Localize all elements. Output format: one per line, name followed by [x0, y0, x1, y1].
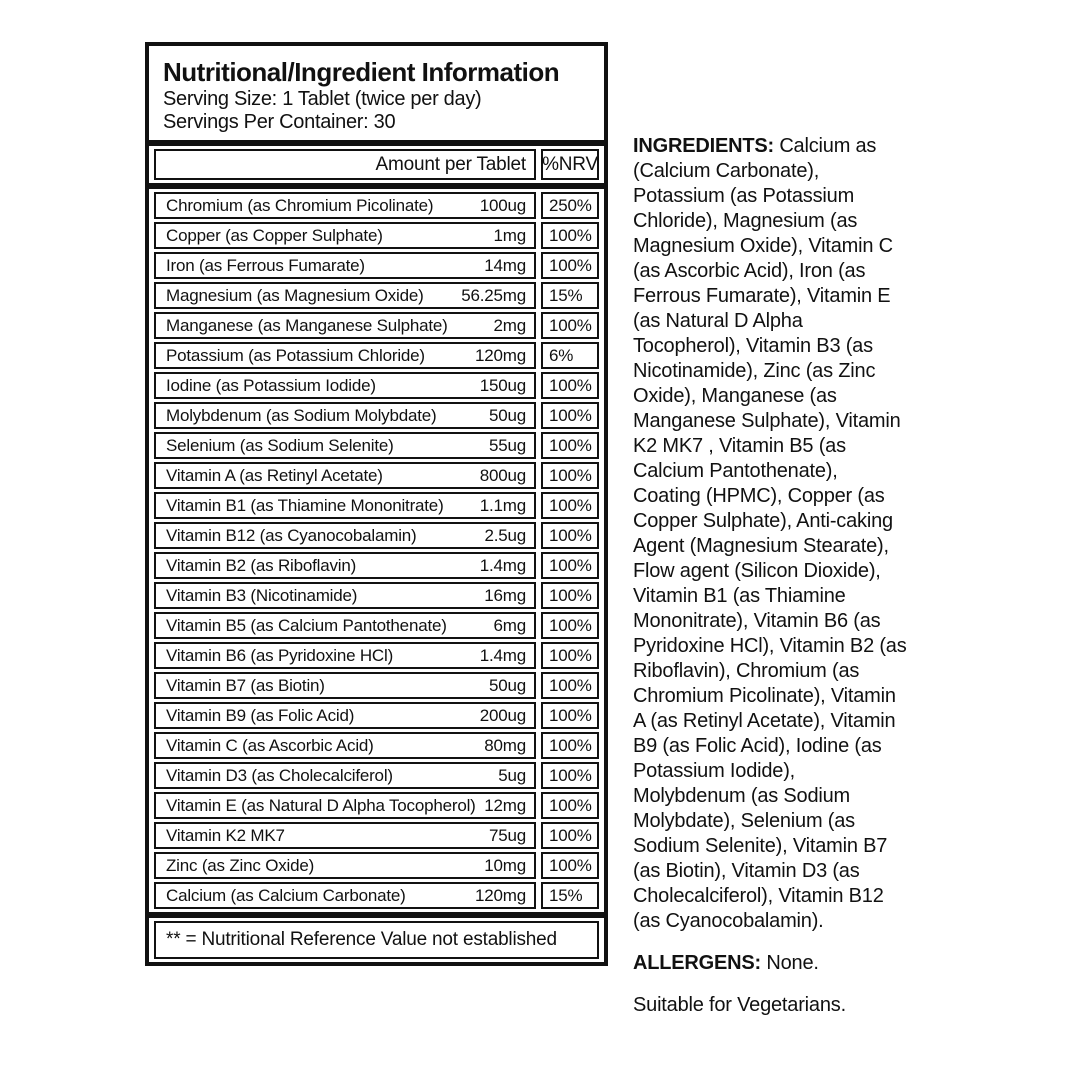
nutrient-nrv-value: 100%	[541, 522, 599, 549]
nutrient-nrv-value: 100%	[541, 642, 599, 669]
nutrient-row	[154, 462, 599, 489]
nutrient-name: Vitamin B3 (Nicotinamide)	[166, 585, 358, 605]
divider-bottom	[149, 912, 604, 918]
panel-title: Nutritional/Ingredient Information	[163, 57, 560, 87]
nutrient-amount: 12mg	[484, 795, 526, 815]
nutrient-nrv-value: 100%	[541, 312, 599, 339]
nutrient-name: Iron (as Ferrous Fumarate)	[166, 255, 365, 275]
nutrient-amount: 2mg	[493, 315, 526, 335]
nutrient-nrv-value: 100%	[541, 432, 599, 459]
nutrient-name: Vitamin B5 (as Calcium Pantothenate)	[166, 615, 447, 635]
nutrient-amount: 100ug	[479, 195, 526, 215]
nutrient-name: Vitamin B9 (as Folic Acid)	[166, 705, 355, 725]
nutrient-name-amount-cell	[154, 342, 536, 369]
nutrient-name-amount-cell	[154, 462, 536, 489]
nutrient-nrv-value: 100%	[541, 492, 599, 519]
allergens-line	[633, 951, 909, 976]
nutrient-row	[154, 522, 599, 549]
ingredients-label: INGREDIENTS:	[633, 135, 774, 157]
nutrient-amount: 120mg	[475, 885, 526, 905]
nutrient-row	[154, 342, 599, 369]
nutrient-name: Vitamin B6 (as Pyridoxine HCl)	[166, 645, 394, 665]
nutrient-nrv-value: 100%	[541, 372, 599, 399]
nutrient-name-amount-cell	[154, 552, 536, 579]
nutrient-name-amount-cell	[154, 372, 536, 399]
nutrient-name-amount-cell	[154, 282, 536, 309]
nutrient-amount: 10mg	[484, 855, 526, 875]
nutrient-name-amount-cell	[154, 252, 536, 279]
nutrient-amount: 50ug	[488, 405, 526, 425]
nutrient-row	[154, 222, 599, 249]
nutrient-nrv-value: 100%	[541, 702, 599, 729]
nutrient-rows	[149, 192, 604, 909]
nutrient-name: Chromium (as Chromium Picolinate)	[166, 195, 434, 215]
nutrient-name-amount-cell	[154, 492, 536, 519]
nutrient-row	[154, 852, 599, 879]
nutrition-information-panel	[145, 42, 608, 966]
nutrient-row	[154, 432, 599, 459]
nutrient-nrv-value: 100%	[541, 822, 599, 849]
nutrient-name-amount-cell	[154, 432, 536, 459]
nutrient-name: Vitamin B12 (as Cyanocobalamin)	[166, 525, 417, 545]
nutrient-nrv-value: 100%	[541, 462, 599, 489]
table-header-row	[154, 149, 599, 180]
nutrient-nrv-value: 100%	[541, 222, 599, 249]
nutrient-nrv-value: 100%	[541, 612, 599, 639]
nutrient-amount: 150ug	[479, 375, 526, 395]
amount-column-header: Amount per Tablet	[154, 149, 536, 180]
nutrient-name: Zinc (as Zinc Oxide)	[166, 855, 315, 875]
nutrient-name: Iodine (as Potassium Iodide)	[166, 375, 376, 395]
nutrient-nrv-value: 100%	[541, 672, 599, 699]
nutrient-nrv-value: 100%	[541, 402, 599, 429]
nutrient-row	[154, 822, 599, 849]
nutrient-name-amount-cell	[154, 402, 536, 429]
nutrient-name-amount-cell	[154, 702, 536, 729]
nutrient-name: Vitamin B7 (as Biotin)	[166, 675, 325, 695]
nutrient-nrv-value: 100%	[541, 762, 599, 789]
nutrient-nrv-value: 100%	[541, 732, 599, 759]
nutrient-name-amount-cell	[154, 222, 536, 249]
nutrient-amount: 56.25mg	[461, 285, 526, 305]
nutrient-amount: 1.1mg	[479, 495, 526, 515]
nutrient-name-amount-cell	[154, 192, 536, 219]
nutrient-amount: 16mg	[484, 585, 526, 605]
nutrient-name: Vitamin B1 (as Thiamine Mononitrate)	[166, 495, 444, 515]
nutrient-row	[154, 192, 599, 219]
nutrient-name: Vitamin B2 (as Riboflavin)	[166, 555, 357, 575]
nutrient-row	[154, 252, 599, 279]
nutrient-amount: 80mg	[484, 735, 526, 755]
nutrient-row	[154, 702, 599, 729]
nutrient-nrv-value: 100%	[541, 582, 599, 609]
nutrient-name: Calcium (as Calcium Carbonate)	[166, 885, 406, 905]
nutrient-nrv-value: 100%	[541, 252, 599, 279]
nutrient-name: Vitamin A (as Retinyl Acetate)	[166, 465, 383, 485]
nutrient-row	[154, 732, 599, 759]
nutrient-name-amount-cell	[154, 732, 536, 759]
nutrient-name-amount-cell	[154, 642, 536, 669]
allergens-label: ALLERGENS:	[633, 952, 762, 974]
nutrient-nrv-value: 100%	[541, 552, 599, 579]
ingredients-paragraph	[633, 134, 909, 934]
nutrient-row	[154, 792, 599, 819]
nutrient-row	[154, 642, 599, 669]
nutrient-amount: 2.5ug	[484, 525, 526, 545]
divider-top	[149, 140, 604, 146]
ingredients-text: Calcium as (Calcium Carbonate), Potassium (as Potassium Chloride), Magnesium (as Magnesium Oxide), Vitamin C (as Ascorbic Acid), Iron (as Ferrous Fumarate), Vitamin E (as Natural D Alpha Tocopherol), Vitamin B3 (as Nicotinamide), Zinc (as Zinc Oxide), Manganese (as Manganese Sulphate), Vitamin K2 MK7 , Vitamin B5 (as Calcium Pantothenate), Coating (HPMC), Copper (as Copper Sulphate), Anti-caking Agent (Magnesium Stearate), Flow agent (Silicon Dioxide), Vitamin B1 (as Thiamine Mononitrate), Vitamin B6 (as Pyridoxine HCl), Vitamin B2 (as Riboflavin), Chromium (as Chromium Picolinate), Vitamin A (as Retinyl Acetate), Vitamin B9 (as Folic Acid), Iodine (as Potassium Iodide), Molybdenum (as Sodium Molybdate), Selenium (as Sodium Selenite), Vitamin B7 (as Biotin), Vitamin D3 (as Cholecalciferol), Vitamin B12 (as Cyanocobalamin).	[633, 135, 907, 932]
vegetarian-note: Suitable for Vegetarians.	[633, 994, 846, 1016]
nutrient-amount: 200ug	[479, 705, 526, 725]
divider-header	[149, 183, 604, 189]
nutrient-nrv-value: 15%	[541, 882, 599, 909]
nutrient-name: Vitamin E (as Natural D Alpha Tocopherol)	[166, 795, 476, 815]
nutrient-row	[154, 552, 599, 579]
footnote: ** = Nutritional Reference Value not established	[154, 921, 599, 959]
nutrient-amount: 120mg	[475, 345, 526, 365]
nutrient-row	[154, 882, 599, 909]
nutrient-nrv-value: 100%	[541, 792, 599, 819]
nutrient-name: Selenium (as Sodium Selenite)	[166, 435, 394, 455]
allergens-text: None.	[766, 952, 819, 974]
nutrient-name: Magnesium (as Magnesium Oxide)	[166, 285, 424, 305]
nutrient-name: Copper (as Copper Sulphate)	[166, 225, 383, 245]
nutrient-nrv-value: 250%	[541, 192, 599, 219]
nutrient-nrv-value: 6%	[541, 342, 599, 369]
nutrient-name: Vitamin C (as Ascorbic Acid)	[166, 735, 374, 755]
nutrient-name: Vitamin K2 MK7	[166, 825, 285, 845]
nutrient-name-amount-cell	[154, 612, 536, 639]
nutrient-amount: 5ug	[498, 765, 526, 785]
nutrient-name-amount-cell	[154, 822, 536, 849]
nutrient-row	[154, 582, 599, 609]
nutrient-name: Vitamin D3 (as Cholecalciferol)	[166, 765, 393, 785]
nutrient-name: Manganese (as Manganese Sulphate)	[166, 315, 448, 335]
serving-size-line: Serving Size: 1 Tablet (twice per day)	[163, 88, 482, 110]
nutrient-name-amount-cell	[154, 522, 536, 549]
servings-per-container-line: Servings Per Container: 30	[163, 111, 396, 133]
nutrient-name-amount-cell	[154, 792, 536, 819]
nutrient-amount: 1mg	[493, 225, 526, 245]
nutrient-name: Potassium (as Potassium Chloride)	[166, 345, 425, 365]
nutrient-row	[154, 762, 599, 789]
nutrient-amount: 50ug	[488, 675, 526, 695]
nutrient-name-amount-cell	[154, 762, 536, 789]
nutrient-amount: 6mg	[493, 615, 526, 635]
nutrient-row	[154, 282, 599, 309]
nutrient-name-amount-cell	[154, 852, 536, 879]
nutrient-amount: 14mg	[484, 255, 526, 275]
nutrient-amount: 1.4mg	[479, 555, 526, 575]
nutrient-amount: 75ug	[488, 825, 526, 845]
nutrient-amount: 800ug	[479, 465, 526, 485]
nutrient-row	[154, 612, 599, 639]
nutrient-name-amount-cell	[154, 882, 536, 909]
nutrient-nrv-value: 100%	[541, 852, 599, 879]
nutrient-amount: 55ug	[488, 435, 526, 455]
nutrient-amount: 1.4mg	[479, 645, 526, 665]
nutrient-row	[154, 402, 599, 429]
panel-header	[149, 46, 604, 140]
nutrient-row	[154, 672, 599, 699]
nutrient-name-amount-cell	[154, 312, 536, 339]
nutrient-nrv-value: 15%	[541, 282, 599, 309]
nutrient-row	[154, 492, 599, 519]
nrv-column-header: %NRV	[541, 149, 599, 180]
nutrient-row	[154, 312, 599, 339]
nutrient-row	[154, 372, 599, 399]
nutrient-name-amount-cell	[154, 672, 536, 699]
nutrient-name: Molybdenum (as Sodium Molybdate)	[166, 405, 437, 425]
nutrient-name-amount-cell	[154, 582, 536, 609]
ingredients-column	[633, 134, 909, 1018]
